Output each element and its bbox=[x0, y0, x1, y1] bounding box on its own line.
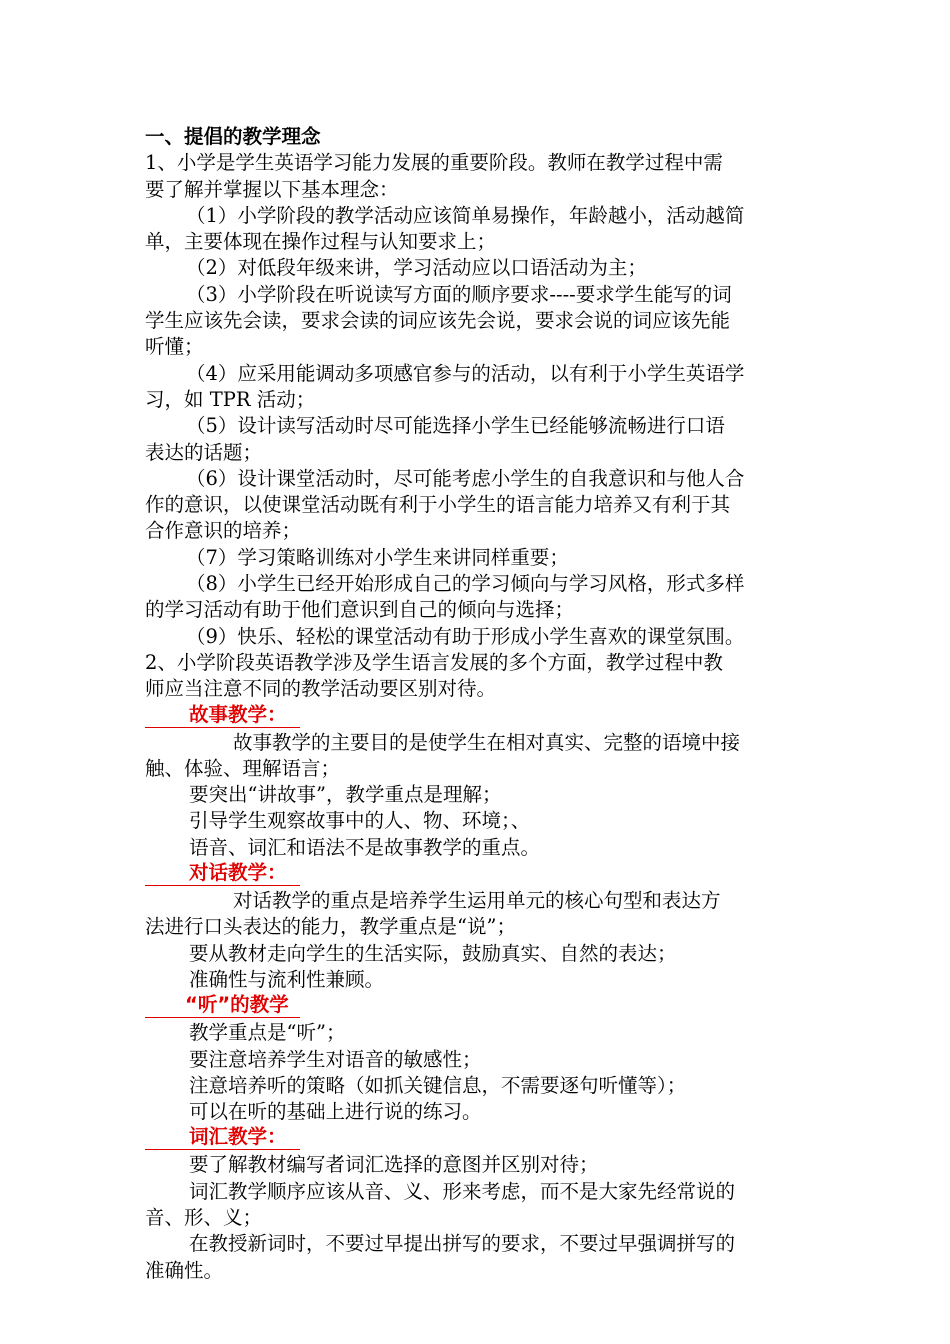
list-item-line: （6）设计课堂活动时，尽可能考虑小学生的自我意识和与他人合 bbox=[186, 466, 745, 490]
paragraph-line: 对话教学的重点是培养学生运用单元的核心句型和表达方 bbox=[233, 889, 721, 913]
section-title-vocab bbox=[145, 1125, 300, 1150]
list-item-line: （2）对低段年级来讲，学习活动应以口语活动为主； bbox=[186, 256, 647, 280]
list-item-line: 听懂； bbox=[145, 335, 204, 359]
point-line: 准确性。 bbox=[145, 1258, 224, 1282]
point-line: 要从教材走向学生的生活实际，鼓励真实、自然的表达； bbox=[189, 941, 677, 965]
point-line: 词汇教学顺序应该从音、义、形来考虑，而不是大家先经常说的 bbox=[189, 1179, 736, 1203]
paragraph-line: 2、小学阶段英语教学涉及学生语言发展的多个方面，教学过程中教 bbox=[145, 650, 723, 674]
list-item-line: 表达的话题； bbox=[145, 440, 263, 464]
section-title-dialogue bbox=[145, 861, 300, 886]
list-item-line: 习，如 TPR 活动； bbox=[145, 387, 316, 411]
section-title-text: 对话教学： bbox=[189, 861, 287, 885]
list-item-line: 作的意识，以使课堂活动既有利于小学生的语言能力培养又有利于其 bbox=[145, 493, 731, 517]
list-item-line: 学生应该先会读，要求会读的词应该先会说，要求会说的词应该先能 bbox=[145, 309, 731, 333]
section-title-story bbox=[145, 703, 300, 728]
list-item-line: （1）小学阶段的教学活动应该简单易操作，年龄越小，活动越简 bbox=[186, 203, 745, 227]
list-item-line: 合作意识的培养； bbox=[145, 519, 302, 543]
paragraph-line: 1、小学是学生英语学习能力发展的重要阶段。教师在教学过程中需 bbox=[145, 151, 723, 175]
document-body bbox=[145, 124, 807, 1284]
point-line: 在教授新词时，不要过早提出拼写的要求，不要过早强调拼写的 bbox=[189, 1232, 736, 1256]
paragraph-line: 法进行口头表达的能力，教学重点是“说”； bbox=[145, 915, 516, 939]
point-line: 引导学生观察故事中的人、物、环境；、 bbox=[189, 809, 531, 833]
paragraph-line: 触、体验、理解语言； bbox=[145, 756, 341, 780]
point-line: 要了解教材编写者词汇选择的意图并区别对待； bbox=[189, 1153, 599, 1177]
page-title: 一、提倡的教学理念 bbox=[145, 125, 321, 148]
list-item-line: （3）小学阶段在听说读写方面的顺序要求----要求学生能写的词 bbox=[186, 282, 732, 306]
point-line: 要注意培养学生对语音的敏感性； bbox=[189, 1047, 482, 1071]
list-item-line: （7）学习策略训练对小学生来讲同样重要； bbox=[186, 545, 569, 569]
section-title-text: 词汇教学： bbox=[189, 1125, 287, 1149]
list-item-line: （8）小学生已经开始形成自己的学习倾向与学习风格，形式多样 bbox=[186, 572, 745, 596]
section-title-listening bbox=[145, 993, 300, 1018]
point-line: 语音、词汇和语法不是故事教学的重点。 bbox=[189, 835, 541, 859]
list-item-line: 单，主要体现在操作过程与认知要求上； bbox=[145, 230, 497, 254]
point-line: 音、形、义； bbox=[145, 1205, 263, 1229]
paragraph-line: 故事教学的主要目的是使学生在相对真实、完整的语境中接 bbox=[233, 730, 741, 754]
list-item-line: 的学习活动有助于他们意识到自己的倾向与选择； bbox=[145, 598, 575, 622]
point-line: 教学重点是“听”； bbox=[189, 1021, 346, 1045]
point-line: 注意培养听的策略（如抓关键信息，不需要逐句听懂等）； bbox=[189, 1073, 687, 1097]
list-item-line: （4）应采用能调动多项感官参与的活动，以有利于小学生英语学 bbox=[186, 361, 745, 385]
list-item-line: （5）设计读写活动时尽可能选择小学生已经能够流畅进行口语 bbox=[186, 414, 725, 438]
list-item-line: （9）快乐、轻松的课堂活动有助于形成小学生喜欢的课堂氛围。 bbox=[186, 624, 745, 648]
paragraph-line: 要了解并掌握以下基本理念： bbox=[145, 177, 399, 201]
point-line: 准确性与流利性兼顾。 bbox=[189, 967, 385, 991]
point-line: 可以在听的基础上进行说的练习。 bbox=[189, 1100, 482, 1124]
paragraph-line: 师应当注意不同的教学活动要区别对待。 bbox=[145, 677, 497, 701]
section-title-text: 故事教学： bbox=[189, 702, 287, 726]
section-title-text: “听”的教学 bbox=[185, 993, 289, 1017]
point-line: 要突出“讲故事”，教学重点是理解； bbox=[189, 783, 502, 807]
